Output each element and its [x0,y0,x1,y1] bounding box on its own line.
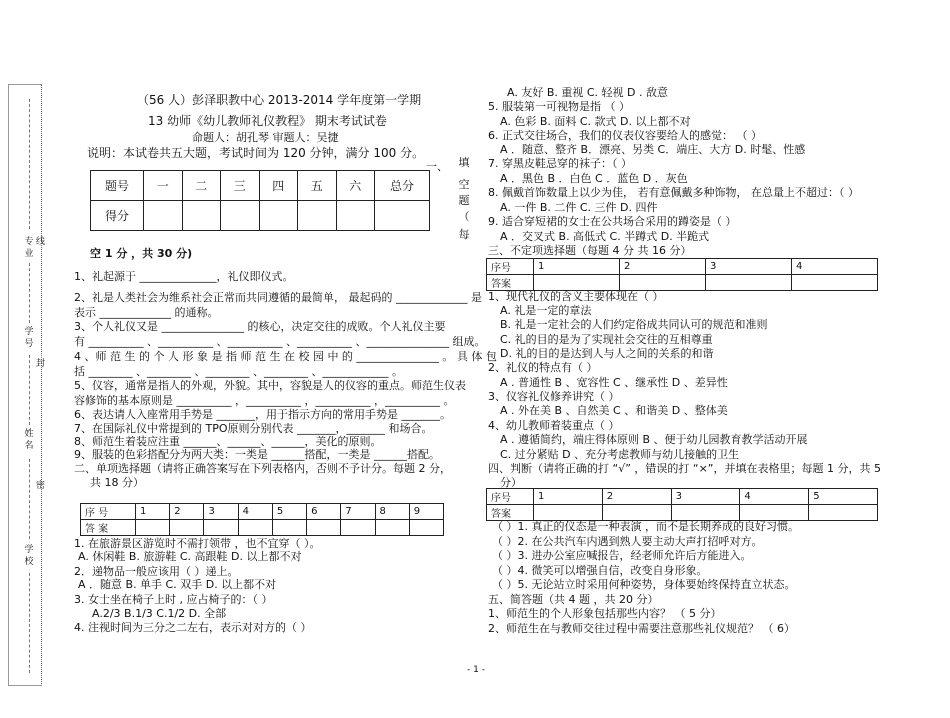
margin-label: 专 [24,237,34,247]
margin-label: 业 [24,249,34,259]
question: 8、师范生着装应注重 ______、______、______，美化的原则。 [74,435,382,448]
judge-item: （ ）5. 无论站立时采用何种姿势，身体要始终保持直立状态。 [492,578,796,591]
answer-cell: 2 [602,489,671,505]
score-cell[interactable] [144,201,183,231]
score-cell: 得分 [91,201,144,231]
margin-label: 学 [24,545,34,555]
judge-item: （ ）1. 真正的仪态是一种表演 ，而不是长期养成的良好习惯。 [492,520,799,533]
section-heading-char: （ [458,210,470,223]
question: 1、礼起源于 ______________，礼仪即仪式。 [74,270,294,283]
answer-table [486,488,878,521]
page-number: - 1 - [467,665,485,675]
exam-subtitle: 13 幼师《幼儿教师礼仪教程》 期末考试试卷 [148,114,387,128]
mc-options: A. 友好 B. 重视 C. 轻视 D . 敌意 [507,86,668,99]
score-cell[interactable] [259,201,298,231]
score-cell: 题号 [91,171,144,201]
mc-options: A ．黑色 B ．白色 C ．蓝色 D ．灰色 [500,172,688,185]
question: 表示 _____________ 的通称。 [74,306,219,319]
score-cell[interactable] [182,201,221,231]
score-cell[interactable] [221,201,260,231]
question: 2、师范生在与教师交往过程中需要注意那些礼仪规范？ （ 6） [488,622,795,635]
answer-cell: 4 [238,504,272,520]
margin-side-label: 封 [36,359,46,369]
answer-cell: 5 [272,504,306,520]
question: 7、在国际礼仪中常提到的 TPO原则分别代表 _______，_______ 和场合。 [74,422,433,435]
mc-question: 2．递物品一般应该用（ ）递上。 [74,565,239,578]
answer-cell[interactable] [341,520,375,536]
section-heading-char: 题 [458,194,470,207]
score-cell[interactable] [375,201,430,231]
cut-line [29,263,30,323]
mc-options: A. 色彩 B. 面料 C. 款式 D. 以上都不对 [500,115,691,128]
answer-cell[interactable] [238,520,272,536]
answer-cell[interactable] [170,520,204,536]
mc-question: 5. 服装第一可视物是指 （ ） [488,100,630,113]
mc-options: A.2/3 B.1/3 C.1/2 D. 全部 [92,607,227,620]
section-heading-char: 每 [458,228,470,241]
question: 容修饰的基本原则是 __________ ，__________ ，__________ ，__________ 。 [74,394,455,407]
margin-label: 号 [24,339,34,349]
section1-tail: 空 1 分 ，共 30 分) [90,247,193,260]
answer-cell[interactable] [204,520,238,536]
answer-cell[interactable] [792,275,878,291]
exam-title: （56 人）彭泽职教中心 2013-2014 学年度第一学期 [137,93,422,107]
score-cell: 总分 [375,171,430,201]
score-cell: 二 [182,171,221,201]
answer-cell: 3 [204,504,238,520]
answer-cell: 答 案 [81,520,136,536]
answer-cell: 3 [671,489,740,505]
answer-cell: 7 [341,504,375,520]
margin-side-label: 密 [36,481,46,491]
answer-cell[interactable] [272,520,306,536]
mc-question: 8. 佩戴首饰数量上以少为佳， 若有意佩戴多种饰物， 在总量上不超过：（ ） [488,186,859,199]
judge-item: （ ）4. 微笑可以增强自信，改变自身形象。 [492,564,708,577]
question: 6、表达请人入座常用手势是 _______，用于指示方向的常用手势是 _______。 [74,408,451,421]
answer-cell: 4 [792,259,878,275]
score-cell: 六 [336,171,375,201]
question: 2、礼是人类社会为维系社会正常而共同遵循的最简单， 最起码的 _____________ 是 [74,291,482,304]
answer-cell: 答案 [487,505,534,521]
score-cell[interactable] [336,201,375,231]
instructions: 说明：本试卷共五大题，考试时间为 120 分钟，满分 100 分。 [87,146,425,160]
mc-options: A. 一件 B. 二件 C. 三件 D. 四件 [500,201,658,214]
mc-options: A ．随意 B. 单手 C. 双手 D. 以上都不对 [78,578,277,591]
answer-cell: 5 [809,489,878,505]
mc-question: 3. 女士坐在椅子上时 , 应占椅子的：（ ） [74,593,273,606]
answer-cell: 1 [534,489,603,505]
question: 有 __________ 、__________ 、__________ 、__________ 、_______________ 组成。 [74,335,486,348]
margin-label: 校 [24,557,34,567]
question: 3、仪容礼仪修养讲究（ ） [488,390,620,403]
answer-cell: 8 [375,504,409,520]
question: 1、现代礼仪的含义主要体现在（ ） [488,290,664,303]
score-cell: 一 [144,171,183,201]
answer-cell: 4 [740,489,809,505]
score-cell[interactable] [298,201,337,231]
mc-options: A. 休闲鞋 B. 旅游鞋 C. 高跟鞋 D. 以上都不对 [78,550,302,563]
margin-label: 名 [24,441,34,451]
option: B. 礼是一定社会的人们约定俗成共同认可的规范和准则 [500,318,768,331]
margin-side-label: 线 [36,237,46,247]
mc-question: 7. 穿黑皮鞋忌穿的袜子：（ ） [488,157,632,170]
answer-cell[interactable] [706,275,792,291]
answer-cell: 6 [307,504,341,520]
score-table [90,170,430,231]
margin-label: 姓 [24,429,34,439]
section-heading: 分） [500,476,522,489]
question: 1、师范生的个人形象包括那些内容？ （ 5 分） [488,607,722,620]
answer-table [80,503,444,536]
question: 括 ________ 、________ 、________ 、________ 、____________ 。 [74,365,403,378]
judge-item: （ ）2. 在公共汽车内遇到熟人要主动大声打招呼对方。 [492,535,763,548]
mc-question: 1. 在旅游景区游览时不需打领带 ，也不宜穿（ ）。 [74,537,321,550]
mc-question: 9. 适合穿短裙的女士在公共场合采用的蹲姿是（ ） [488,215,737,228]
answer-cell[interactable] [136,520,170,536]
option: C. 礼的目的是为了实现社会交往的互相尊重 [500,333,713,346]
mc-question: 6. 正式交往场合，我们的仪表仪容要给人的感觉： （ ） [488,129,762,142]
section-heading: 五、简答题（共 4 题 ，共 20 分） [488,593,659,606]
answer-cell: 序 号 [81,504,136,520]
cut-line [29,355,30,425]
score-cell: 五 [298,171,337,201]
option: A . 遵循简约，端庄得体原则 B 、便于幼儿园教育教学活动开展 [500,433,808,446]
option: A . 外在美 B 、自然美 C 、和谐美 D 、整体美 [500,404,728,417]
answer-cell[interactable] [375,520,409,536]
answer-cell: 序号 [487,489,534,505]
question: 4 、师 范 生 的 个 人 形 象 是 指 师 范 生 在 校 园 中 的 _______________ 。 具 体 包 [74,350,497,363]
question: 3、个人礼仪又是 _______________ 的核心，决定交往的成败。个人礼仪主要 [74,320,446,333]
score-cell: 四 [259,171,298,201]
binding-margin [8,84,42,686]
answer-cell: 2 [620,259,706,275]
answer-table [486,258,878,291]
option: C. 过分紧贴 D 、充分考虑教师与幼儿接触的卫生 [500,448,740,461]
score-cell: 三 [221,171,260,201]
answer-cell: 1 [534,259,620,275]
section-heading-char: 空 [458,178,470,191]
cut-line [29,573,30,673]
option: A . 普通性 B 、宽容性 C 、继承性 D 、差异性 [500,376,728,389]
section-heading: 一、 [426,160,448,173]
mc-question: 4. 注视时间为三分之二左右，表示对对方的（ ） [74,621,312,634]
margin-label: 学 [24,327,34,337]
section-heading: 二、单项选择题（请将正确答案写在下列表格内，否则不予计分。每题 2 分， [74,462,451,475]
section-heading: 三、不定项选择题（每题 4 分 共 16 分） [488,244,692,257]
answer-cell[interactable] [307,520,341,536]
proposer-line: 命题人：胡孔琴 审题人：吴捷 [192,131,339,144]
answer-cell: 1 [136,504,170,520]
judge-item: （ ）3. 进办公室应喊报告，经老师允许后方能进入。 [492,549,752,562]
question: 9、服装的色彩搭配分为两大类：一类是 ______搭配，一类是 ______搭配。 [74,448,440,461]
mc-options: A ．交叉式 B. 高低式 C. 半蹲式 D. 半跪式 [500,230,710,243]
answer-cell: 9 [409,504,443,520]
answer-cell: 序号 [487,259,534,275]
question: 2、礼仪的特点有（ ） [488,361,598,374]
answer-cell[interactable] [409,520,443,536]
section-heading-char: 填 [458,156,470,169]
answer-cell: 3 [706,259,792,275]
section-heading: 四、判断（请将正确的打 “√” ，错误的打 “×”，并填在表格里；每题 1 分，共 5 [488,462,881,475]
cut-line [29,459,30,539]
mc-options: A ．随意、整齐 B．漂亮、另类 C．端庄、大方 D. 时髦、性感 [500,143,806,156]
section-heading: 共 18 分） [90,476,144,489]
answer-cell: 2 [170,504,204,520]
question: 5、仪容，通常是指人的外观，外貌。其中，容貌是人的仪容的重点。师范生仪表 [74,379,466,392]
question: 4、幼儿教师着装重点（ ） [488,419,620,432]
option: A. 礼是一定的章法 [500,304,592,317]
answer-cell[interactable] [809,505,878,521]
answer-cell: 答案 [487,275,534,291]
cut-line [29,99,30,229]
option: D. 礼的目的是达到人与人之间的关系的和谐 [500,347,714,360]
